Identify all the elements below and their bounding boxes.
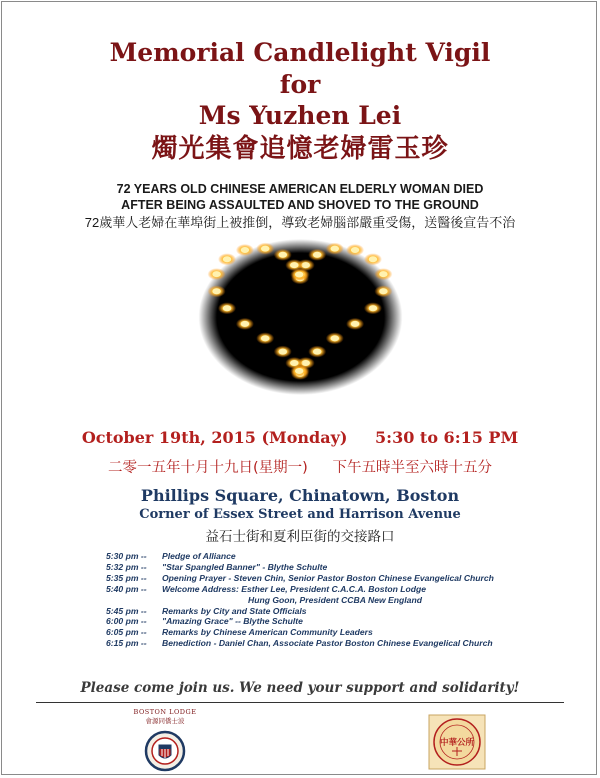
subheading-line-1: 72 YEARS OLD CHINESE AMERICAN ELDERLY WOMAN DIED [116,182,484,196]
ccba-seal-icon [428,714,486,770]
candle-flame [223,256,231,262]
closing-message: Please come join us. We need your support and solidarity! [80,680,520,696]
candle-flame [313,252,321,258]
candle-heart-icon [198,238,403,396]
candle-flame [313,349,321,355]
ccba-logo [428,714,486,770]
caca-seal-icon [130,725,200,773]
candle-flame [212,271,220,277]
candle-flame [351,247,359,253]
candle-flame [369,305,377,311]
ccba-chinese-name: 中華公所 [439,738,475,748]
candle-flame [295,272,303,278]
title-line-3: Ms Yuzhen Lei [198,101,402,130]
divider [36,702,564,703]
program-item: 5:35 pm -- Opening Prayer - Steven Chin, Senior Pastor Boston Chinese Evangelical Church [106,572,494,583]
candle-flame [279,349,287,355]
title-line-1: Memorial Candlelight Vigil [109,38,491,67]
boston-lodge-logo [130,708,200,774]
program-item: 6:00 pm -- "Amazing Grace" -- Blythe Schulte [106,616,303,627]
subheading-chinese: 72歲華人老婦在華埠街上被推倒，導致老婦腦部嚴重受傷，送醫後宣告不治 [84,215,516,230]
candle-flame [351,321,359,327]
location-chinese: 益石士街和夏利臣街的交接路口 [205,529,395,545]
program-item: 5:30 pm -- Pledge of Alliance [106,551,236,561]
event-date-chinese: 二零一五年十月十九日(星期一) [108,460,308,476]
boston-lodge-title: BOSTON LODGE [133,708,197,716]
event-date: October 19th, 2015 (Monday) [81,428,348,447]
candle-flame [379,271,387,277]
program-item: 6:15 pm -- Benediction - Daniel Chan, Associate Pastor Boston Chinese Evangelical Church [106,638,493,649]
candle-flame [369,256,377,262]
date-line [0,428,600,447]
program-item: 5:45 pm -- Remarks by City and State Officials [106,605,307,616]
program-item: 6:05 pm -- Remarks by Chinese American Community Leaders [106,627,373,638]
candle-flame [261,246,269,252]
event-time-chinese: 下午五時半至六時十五分 [332,460,492,476]
location-name: Phillips Square, Chinatown, Boston [140,486,460,505]
candle-flame [261,335,269,341]
event-time: 5:30 to 6:15 PM [375,428,519,447]
program-list [106,551,546,649]
program-item-continued: Hung Goon, President CCBA New England [248,594,422,605]
boston-lodge-chinese: 會源同僑士波 [145,717,185,725]
candle-flame [290,262,298,268]
title-line-2: for [279,70,321,99]
candle-flame [241,321,249,327]
candle-flame [279,252,287,258]
candle-flame [379,288,387,294]
candle-flame [241,247,249,253]
candle-flame [331,335,339,341]
program-item: 5:40 pm -- Welcome Address: Esther Lee, President C.A.C.A. Boston Lodge [106,583,427,594]
candle-flame [212,288,220,294]
candle-flame [223,305,231,311]
candle-flame [295,368,303,374]
subheading-line-2: AFTER BEING ASSAULTED AND SHOVED TO THE GROUND [121,198,479,212]
candle-flame [331,246,339,252]
date-line-chinese [0,456,600,477]
title-chinese: 燭光集會追憶老婦雷玉珍 [151,134,449,164]
candle-flame [290,360,298,366]
location-corner: Corner of Essex Street and Harrison Avenue [139,507,461,522]
program-item: 5:32 pm -- "Star Spangled Banner" - Blythe Schulte [106,561,328,572]
